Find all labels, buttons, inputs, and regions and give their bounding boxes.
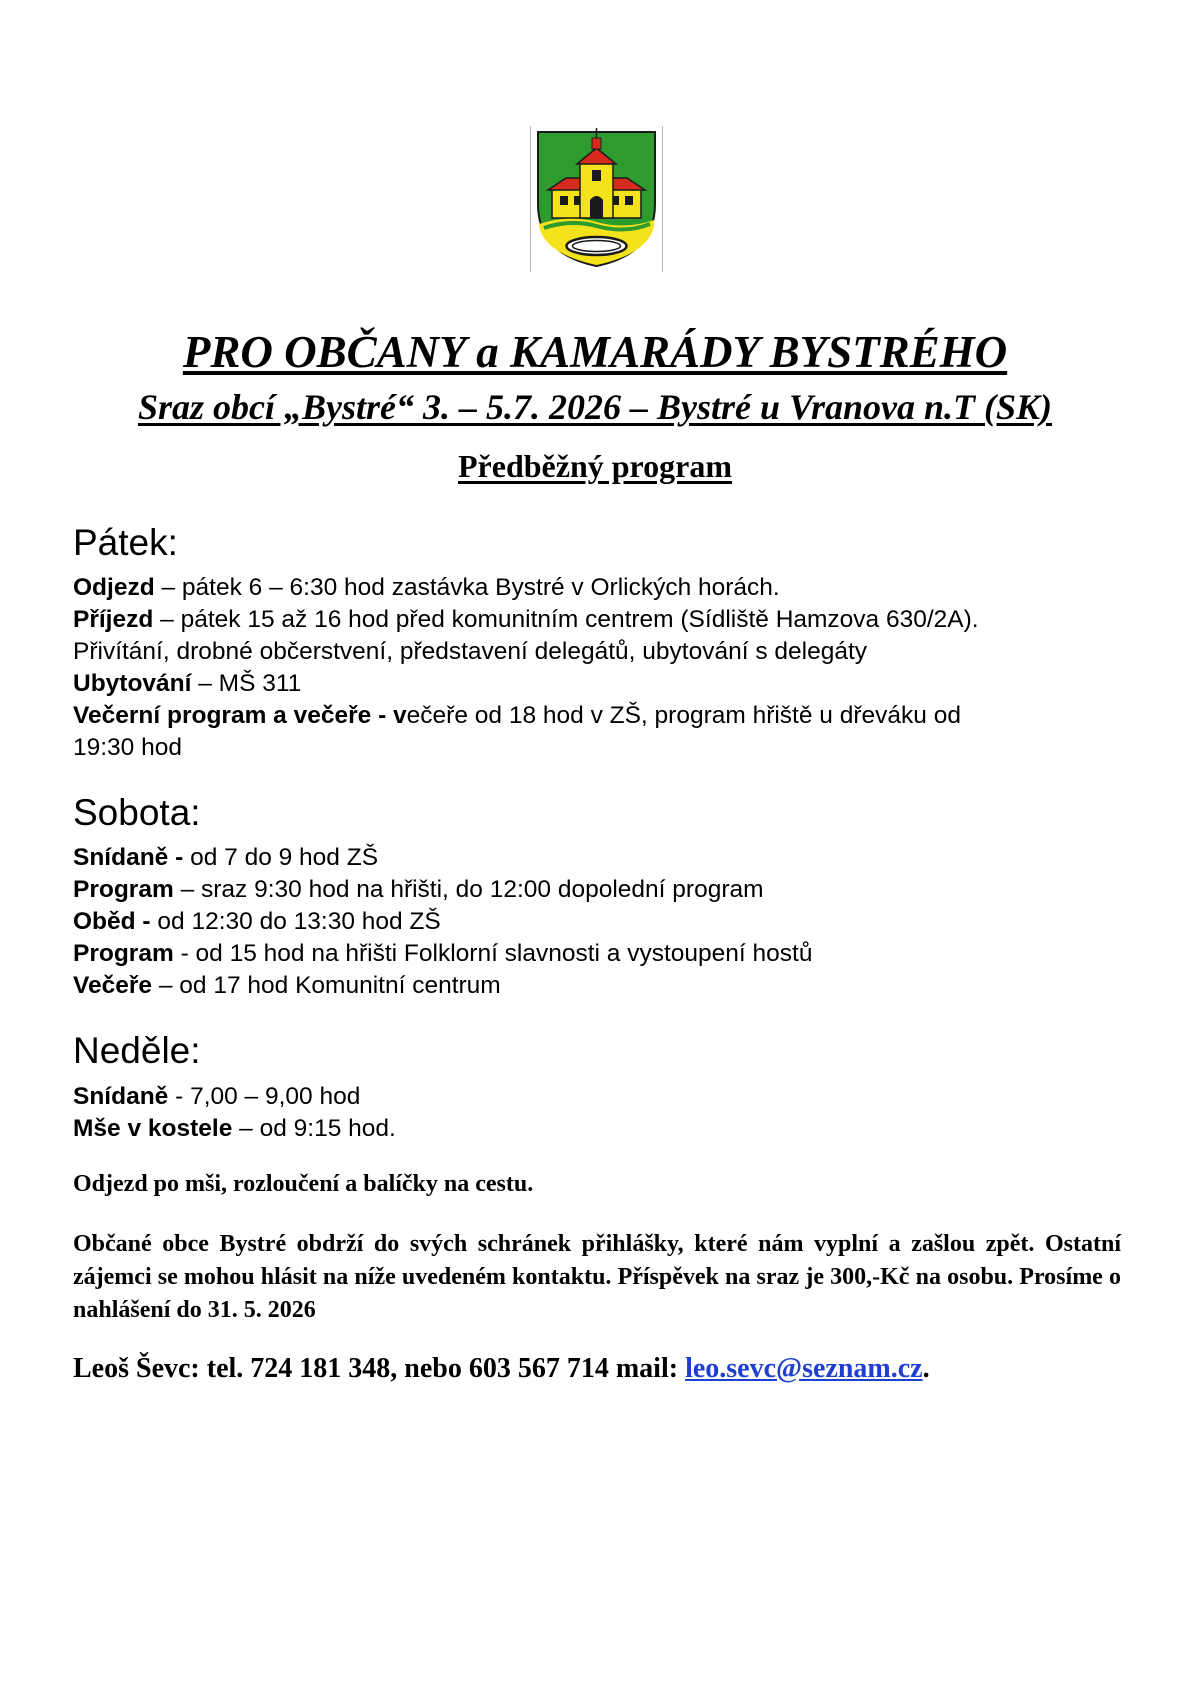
friday-line-4: Ubytování – MŠ 311 [73,670,302,697]
saturday-heading: Sobota: [73,792,201,833]
saturday-line-4: Program - od 15 hod na hřišti Folklorní slavnosti a vystoupení hostů [73,940,813,967]
page-title: PRO OBČANY a KAMARÁDY BYSTRÉHO [182,327,1008,377]
sunday-heading: Neděle: [73,1030,201,1071]
departure-note: Odjezd po mši, rozloučení a balíčky na cestu. [73,1171,534,1197]
program-heading: Předběžný program [457,448,733,484]
coat-of-arms-logo [530,126,663,272]
saturday-line-1: Snídaně - od 7 do 9 hod ZŠ [73,844,379,871]
info-paragraph: Občané obce Bystré obdrží do svých schránek přihlášky, které nám vyplní a zašlou zpět. Ostatní zájemci se mohou hlásit na níže uvedeném kontaktu. Příspěvek na sraz je 300,-Kč na osobu. Prosíme o nahlášení do 31. 5. 2026 [73,1231,1121,1323]
friday-heading: Pátek: [73,522,178,563]
contact-line: Leoš Ševc: tel. 724 181 348, nebo 603 567 714 mail: leo.sevc@seznam.cz. [73,1353,930,1384]
email-link[interactable]: leo.sevc@seznam.cz [685,1353,923,1384]
sunday-line-2: Mše v kostele – od 9:15 hod. [73,1115,396,1142]
saturday-line-5: Večeře – od 17 hod Komunitní centrum [73,972,501,999]
saturday-line-2: Program – sraz 9:30 hod na hřišti, do 12:00 dopolední program [73,876,764,903]
friday-line-2: Příjezd – pátek 15 až 16 hod před komunitním centrem (Sídliště Hamzova 630/2A). [73,606,979,633]
friday-line-3: Přivítání, drobné občerstvení, představení delegátů, ubytování s delegáty [73,638,868,665]
friday-line-1: Odjezd – pátek 6 – 6:30 hod zastávka Bystré v Orlických horách. [73,574,780,601]
sunday-line-1: Snídaně - 7,00 – 9,00 hod [73,1083,361,1110]
friday-line-5: Večerní program a večeře - večeře od 18 hod v ZŠ, program hřiště u dřeváku od [73,702,961,729]
friday-line-6: 19:30 hod [73,734,182,761]
page-subtitle: Sraz obcí „Bystré“ 3. – 5.7. 2026 – Bystré u Vranova n.T (SK) [137,387,1053,427]
saturday-line-3: Oběd - od 12:30 do 13:30 hod ZŠ [73,908,441,935]
